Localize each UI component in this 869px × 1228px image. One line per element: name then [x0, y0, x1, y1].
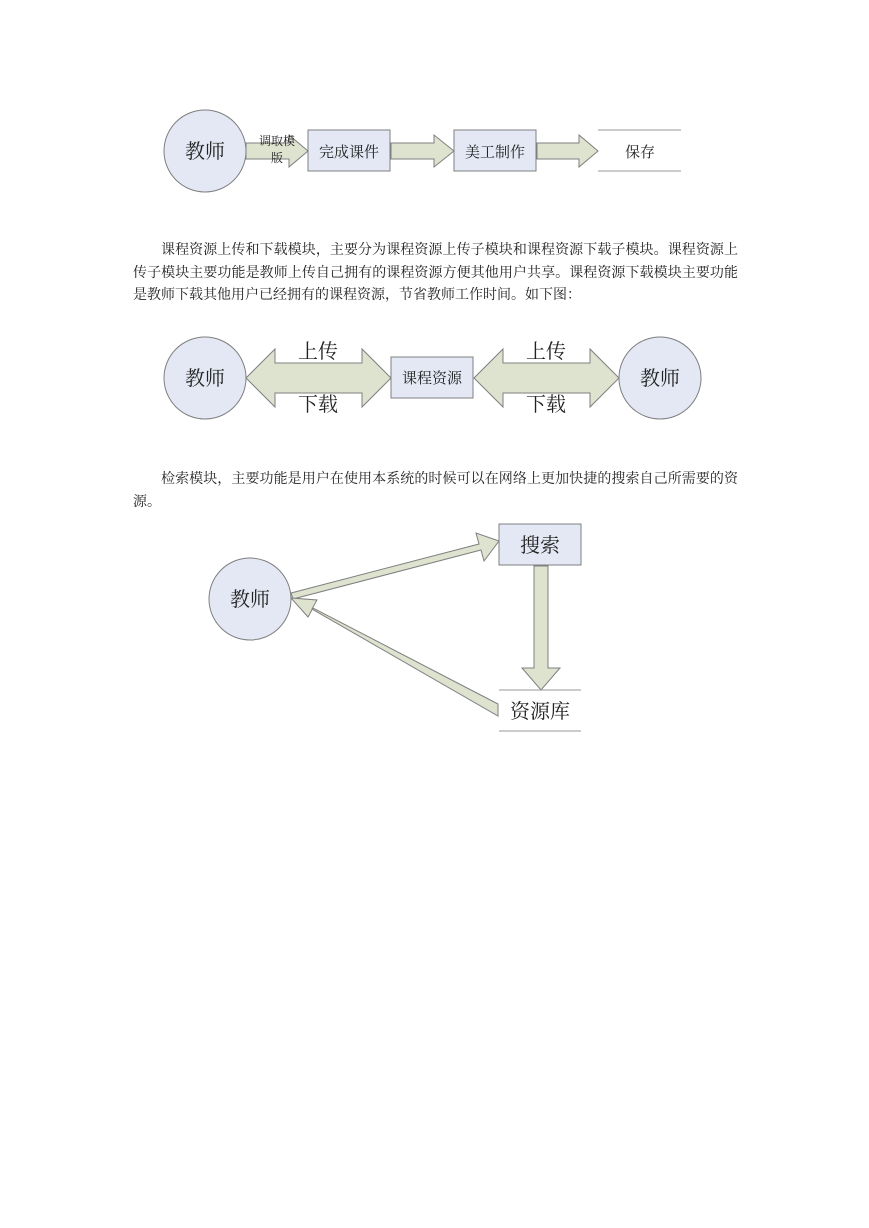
- paragraph-search-module: [133, 468, 738, 513]
- search-label: 搜索: [520, 533, 560, 557]
- course-resource-label: 课程资源: [401, 369, 463, 387]
- complete-courseware-label: 完成课件: [318, 143, 380, 161]
- paragraph-upload-download-text: 课程资源上传和下载模块，主要分为课程资源上传子模块和课程资源下载子模块。课程资源上传子模块主要功能是教师上传自己拥有的课程资源方便其他用户共享。课程资源下载模块主要功能是教师下载其他用户已经拥有的课程资源，节省教师工作时间。如下图：: [133, 242, 738, 303]
- arrow-label-line2: 版: [270, 151, 284, 165]
- upload-left-label: 上传: [298, 339, 338, 363]
- save-label: 保存: [624, 143, 656, 161]
- teacher-label: 教师: [230, 587, 270, 611]
- art-production-label: 美工制作: [464, 143, 526, 161]
- upload-right-label: 上传: [526, 339, 566, 363]
- arrow-art-to-save: [537, 135, 598, 167]
- upload-download-diagram: [0, 330, 869, 430]
- teacher-left-label: 教师: [185, 366, 225, 390]
- paragraph-upload-download: [133, 239, 738, 307]
- download-left-label: 下载: [298, 392, 338, 416]
- arrow-complete-to-art: [391, 135, 454, 167]
- arrow-search-to-library: [522, 566, 560, 690]
- teacher-label: 教师: [185, 139, 225, 163]
- flow-diagram-course-creation: [0, 100, 869, 200]
- arrow-teacher-to-search: [291, 533, 499, 599]
- teacher-right-label: 教师: [640, 366, 680, 390]
- library-label: 资源库: [510, 699, 570, 723]
- paragraph-search-module-text: 检索模块，主要功能是用户在使用本系统的时候可以在网络上更加快捷的搜索自己所需要的资源。: [133, 471, 738, 510]
- download-right-label: 下载: [526, 392, 566, 416]
- arrow-label-line1: 调取模: [258, 134, 296, 148]
- arrow-library-to-teacher: [291, 598, 498, 716]
- search-diagram: [0, 520, 869, 740]
